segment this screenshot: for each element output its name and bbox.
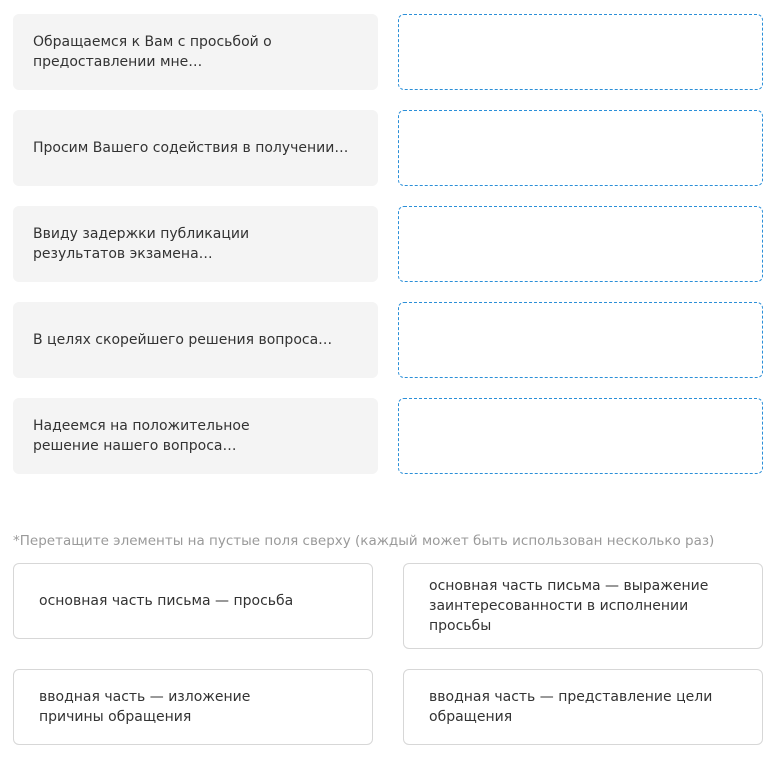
prompt-text: Просим Вашего содействия в получении… [33,140,349,156]
prompt-text: Ввиду задержки публикации результатов экзамена… [33,226,250,262]
drop-zone[interactable] [398,302,763,378]
drop-zone[interactable] [398,14,763,90]
draggable-option[interactable] [13,563,373,639]
option-label: вводная часть — представление цели обращения [429,689,713,725]
option-label: основная часть письма — просьба [39,593,294,609]
prompt-text: Надеемся на положительное решение нашего вопроса… [33,418,250,454]
prompt-text: В целях скорейшего решения вопроса… [33,332,333,348]
draggable-option[interactable] [403,563,763,649]
instructions-text: *Перетащите элементы на пустые поля сверху (каждый может быть использован несколько раз) [13,533,715,549]
option-label: основная часть письма — выражение заинтересованности в исполнении просьбы [429,578,709,634]
prompt-card [13,110,378,186]
prompt-card [13,398,378,474]
drop-zone[interactable] [398,398,763,474]
option-label: вводная часть — изложение причины обращения [39,689,251,725]
drop-zone[interactable] [398,110,763,186]
drop-zone[interactable] [398,206,763,282]
prompt-card [13,206,378,282]
draggable-option[interactable] [13,669,373,745]
draggable-option[interactable] [403,669,763,745]
prompt-card [13,14,378,90]
prompt-card [13,302,378,378]
prompt-text: Обращаемся к Вам с просьбой о предоставлении мне… [33,34,272,70]
